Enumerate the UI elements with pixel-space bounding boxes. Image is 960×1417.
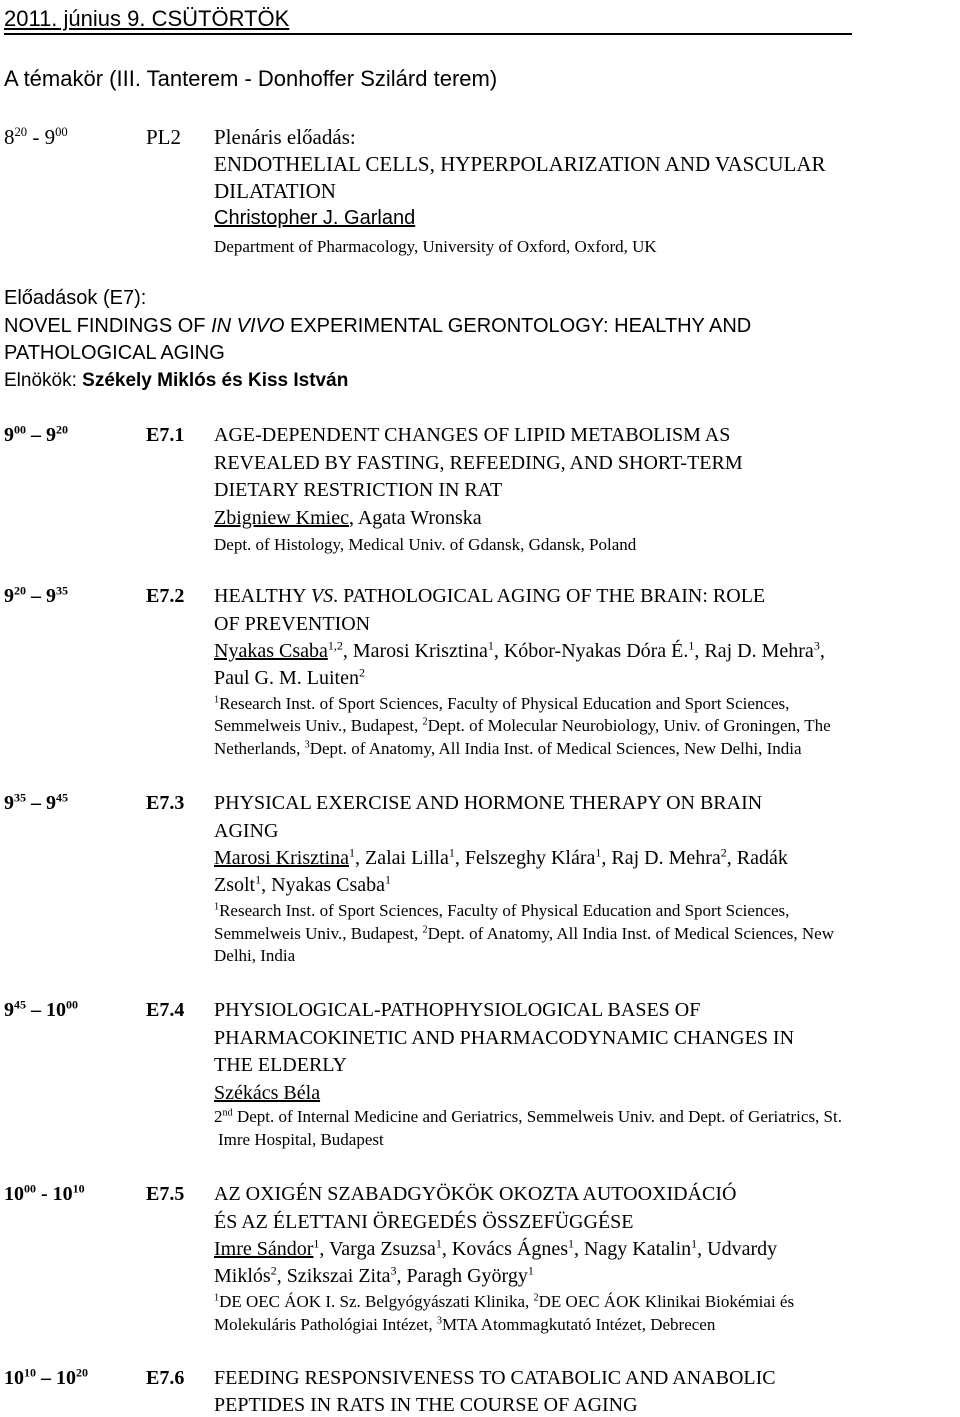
session-title-line1: NOVEL FINDINGS OF IN VIVO EXPERIMENTAL GERONTOLOGY: HEALTHY AND bbox=[4, 315, 752, 337]
plenary-affiliation: Department of Pharmacology, University of Oxford, Oxford, UK bbox=[214, 237, 657, 256]
talk-title-line: PHARMACOKINETIC AND PHARMACODYNAMIC CHANGES IN bbox=[214, 1027, 795, 1049]
talk-title-line: FEEDING RESPONSIVENESS TO CATABOLIC AND ANABOLIC bbox=[214, 1367, 776, 1389]
talk-authors-cont: Zsolt$^1$, Nyakas Csaba$^1$ bbox=[214, 872, 391, 896]
talk-affiliation: Dept. of Histology, Medical Univ. of Gdansk, Gdansk, Poland bbox=[214, 535, 637, 554]
session-label: Előadások (E7): bbox=[4, 287, 147, 309]
talk-affiliation: $^1$Research Inst. of Sport Sciences, Faculty of Physical Education and Sport Sciences, bbox=[214, 901, 790, 920]
talk-title-line: AGING bbox=[214, 820, 279, 842]
plenary-code: PL2 bbox=[146, 125, 182, 149]
talk-affiliation: 2nd Dept. of Internal Medicine and Geriatrics, Semmelweis Univ. and Dept. of Geriatrics, St. bbox=[214, 1107, 842, 1126]
talk-authors bbox=[214, 1082, 320, 1105]
talk-time: $9^{20} - 9^{35}$ bbox=[4, 583, 68, 607]
talk-authors: Nyakas Csaba$^{1,2}$, Marosi Krisztina$^1$, Kóbor-Nyakas Dóra É.$^1$, Raj D. Mehra$^3$, bbox=[214, 638, 825, 662]
talk-affiliation: Netherlands, $^3$Dept. of Anatomy, All India Inst. of Medical Sciences, New Delhi, India bbox=[214, 739, 802, 758]
talk-code: E7.3 bbox=[146, 792, 185, 814]
talk-code: E7.4 bbox=[146, 999, 185, 1021]
talk-code: E7.1 bbox=[146, 424, 185, 446]
presenter-name: Székács Béla bbox=[214, 1082, 321, 1104]
plenary-speaker: Christopher J. Garland bbox=[214, 207, 416, 229]
page-date: 2011. június 9. CSÜTÖRTÖK bbox=[4, 6, 290, 31]
presenter-name: Zbigniew Kmiec bbox=[214, 507, 349, 529]
talk-authors-cont: Miklós$^2$, Szikszai Zita$^3$, Paragh György$^1$ bbox=[214, 1263, 534, 1287]
talk-time: $9^{35} - 9^{45}$ bbox=[4, 790, 68, 814]
talk-title-line: PHYSICAL EXERCISE AND HORMONE THERAPY ON BRAIN bbox=[214, 792, 763, 814]
presenter-name: Nyakas Csaba bbox=[214, 640, 328, 662]
talk-title-line: THE ELDERLY bbox=[214, 1054, 347, 1076]
talk-time: $10^{00} - 10^{10}$ bbox=[4, 1181, 85, 1205]
plenary-title-line2: DILATATION bbox=[214, 179, 336, 203]
talk-authors-cont: Paul G. M. Luiten$^2$ bbox=[214, 665, 365, 689]
plenary-label: Plenáris előadás: bbox=[214, 125, 356, 149]
presenter-name: Imre Sándor bbox=[214, 1238, 314, 1260]
presenter-name: Marosi Krisztina bbox=[214, 847, 349, 869]
talk-title-line: ÉS AZ ÉLETTANI ÖREGEDÉS ÖSSZEFÜGGÉSE bbox=[214, 1211, 634, 1233]
talk-code: E7.5 bbox=[146, 1183, 185, 1205]
talk-authors: Zbigniew Kmiec, Agata Wronska bbox=[214, 507, 482, 529]
talk-title-line: PEPTIDES IN RATS IN THE COURSE OF AGING bbox=[214, 1394, 638, 1416]
talk-title-line: PHYSIOLOGICAL-PATHOPHYSIOLOGICAL BASES OF bbox=[214, 999, 701, 1021]
talk-affiliation: Imre Hospital, Budapest bbox=[218, 1130, 384, 1149]
session-chairs: Elnökök: Székely Miklós és Kiss István bbox=[4, 370, 349, 391]
section-title: A témakör (III. Tanterem - Donhoffer Szilárd terem) bbox=[4, 66, 498, 91]
talk-title-line: AGE-DEPENDENT CHANGES OF LIPID METABOLISM AS bbox=[214, 424, 731, 446]
talk-time: $9^{45} - 10^{00}$ bbox=[4, 997, 78, 1021]
talk-affiliation: $^1$Research Inst. of Sport Sciences, Faculty of Physical Education and Sport Sciences, bbox=[214, 694, 790, 713]
session-title-line2: PATHOLOGICAL AGING bbox=[4, 342, 225, 364]
talk-authors: Imre Sándor$^1$, Varga Zsuzsa$^1$, Kovács Ágnes$^1$, Nagy Katalin$^1$, Udvardy bbox=[214, 1236, 778, 1260]
talk-title-line: REVEALED BY FASTING, REFEEDING, AND SHORT-TERM bbox=[214, 452, 743, 474]
talk-time: $9^{00} - 9^{20}$ bbox=[4, 422, 68, 446]
plenary-title-line1: ENDOTHELIAL CELLS, HYPERPOLARIZATION AND VASCULAR bbox=[214, 152, 826, 176]
talk-title-line: OF PREVENTION bbox=[214, 613, 371, 635]
header-rule bbox=[4, 33, 852, 35]
talk-affiliation: Delhi, India bbox=[214, 946, 296, 965]
talk-affiliation: Semmelweis Univ., Budapest, $^2$Dept. of Anatomy, All India Inst. of Medical Sciences, New bbox=[214, 924, 834, 943]
talk-affiliation: $^1$DE OEC ÁOK I. Sz. Belgyógyászati Klinika, $^2$DE OEC ÁOK Klinikai Biokémiai és bbox=[214, 1292, 795, 1311]
talk-title-line: DIETARY RESTRICTION IN RAT bbox=[214, 479, 503, 501]
talk-affiliation: Semmelweis Univ., Budapest, $^2$Dept. of Molecular Neurobiology, Univ. of Groningen, The bbox=[214, 716, 831, 735]
talk-authors: Marosi Krisztina$^1$, Zalai Lilla$^1$, Felszeghy Klára$^1$, Raj D. Mehra$^2$, Radák bbox=[214, 845, 788, 869]
talk-code: E7.6 bbox=[146, 1367, 185, 1389]
talk-code: E7.2 bbox=[146, 585, 185, 607]
talk-title-line: HEALTHY VS. PATHOLOGICAL AGING OF THE BRAIN: ROLE bbox=[214, 585, 766, 607]
talk-title-line: AZ OXIGÉN SZABADGYÖKÖK OKOZTA AUTOOXIDÁCIÓ bbox=[214, 1183, 737, 1205]
talk-time: $10^{10} - 10^{20}$ bbox=[4, 1365, 88, 1389]
plenary-time: $8^{20} - 9^{00}$ bbox=[4, 125, 68, 149]
talk-affiliation: Molekuláris Pathológiai Intézet, $^3$MTA Atommagkutató Intézet, Debrecen bbox=[214, 1315, 716, 1334]
